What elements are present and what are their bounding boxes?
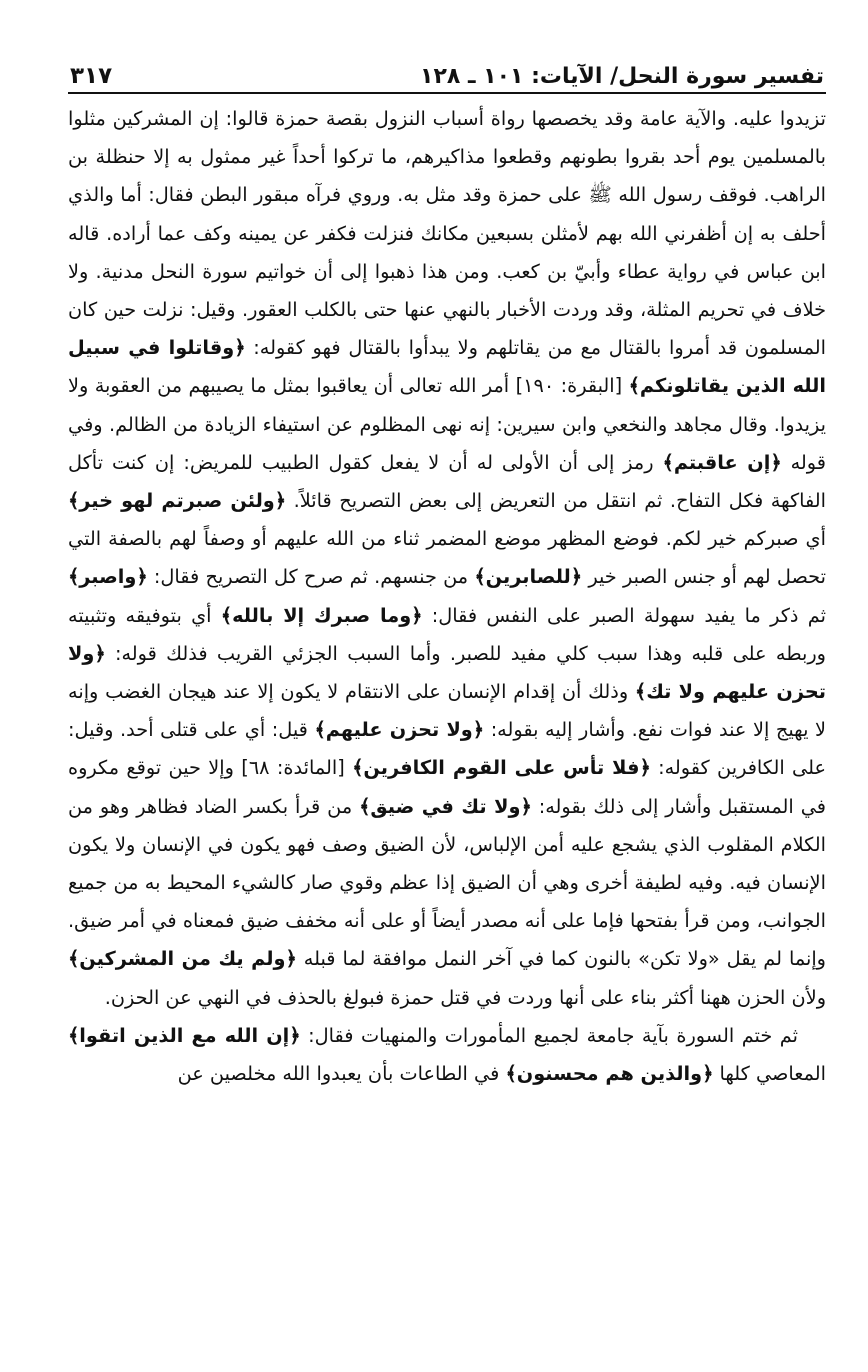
text-run: ثم ختم السورة بآية جامعة لجميع المأمورات والمنهيات فقال:: [300, 1023, 798, 1047]
text-run: من جنسهم. ثم صرح كل التصريح فقال:: [147, 565, 475, 589]
text-run: رمز إلى أن الأولى له أن لا يفعل كقول الطبيب للمريض: إن كنت تأكل الفاكهة فكل التفاح. ثم انتقل من التعريض إلى بعض التصريح قائلاً.: [68, 450, 826, 513]
text-run: في الطاعات بأن يعبدوا الله مخلصين عن: [177, 1062, 506, 1086]
text-run: المعاصي كلها: [713, 1062, 826, 1086]
quran-quote: ﴿للصابرين﴾: [474, 565, 583, 589]
quran-quote: ﴿ولئن صبرتم لهو خير﴾: [68, 489, 287, 513]
quran-quote: ﴿ولا تحزن عليهم﴾: [314, 718, 485, 742]
text-run: أي صبركم خير لكم. فوضع المظهر موضع المضمر ثناء من الله عليهم أو وصفاً لهم بالصفة التي تحصل لهم أو جنس الصبر خير: [68, 527, 826, 589]
quran-quote: ﴿إن الله مع الذين اتقوا﴾: [68, 1023, 301, 1047]
quran-quote: ﴿ولا تك في ضيق﴾: [359, 794, 532, 818]
quran-quote: ﴿واصبر﴾: [68, 565, 148, 589]
text-run: ولأن الحزن ههنا أكثر بناء على أنها وردت في قتل حمزة فبولغ بالحذف في النهي عن الحزن.: [104, 985, 826, 1009]
quran-quote: ﴿فلا تأس على القوم الكافرين﴾: [352, 756, 651, 780]
paragraph: [68, 1017, 826, 1093]
quran-quote: ﴿وقاتلوا في سبيل الله الذين يقاتلونكم﴾: [68, 336, 827, 398]
text-run: أي بتوفيقه وتثبيته وربطه على قلبه وهذا سبب كلي مفيد للصبر. وأما السبب الجزئي القريب فذلك قوله:: [68, 603, 826, 665]
paragraph: [68, 100, 826, 1017]
text-run: وذلك أن إقدام الإنسان على الانتقام لا يكون إلا عند هيجان الغضب وإنه لا يهيج إلا عند فوات نفع. وأشار إليه بقوله:: [68, 680, 827, 742]
text-run: تزيدوا عليه. والآية عامة وقد يخصصها رواة أسباب النزول بقصة حمزة قالوا: إن المشركين مثلوا بالمسلمين يوم أحد بقروا بطونهم وقطعوا مذاكيرهم، ما تركوا أحداً غير ممثول به إلا حنظلة بن الراهب. فوقف رسول الله ﷺ على حمزة وقد مثل به. وروي فرآه مبقور البطن فقال: أما والذي أحلف به إن أظفرني الله بهم لأمثلن بسبعين مكانك فنزلت فكفر عن يمينه وكف عما أراده. قاله ابن عباس في رواية عطاء وأبيّ بن كعب. ومن هذا ذهبوا إلى أن خواتيم سورة النحل مدنية. ولا خلاف في تحريم المثلة، وقد وردت الأخبار بالنهي عنها حتى بالكلب العقور. وقيل: نزلت حين كان المسلمون قد أمروا بالقتال مع من يقاتلهم ولا يبدأوا بالقتال فهو كقوله:: [68, 107, 826, 360]
text-run: [المائدة: ٦٨] وإلا حين توقع مكروه في المستقبل وأشار إلى ذلك بقوله:: [68, 756, 826, 818]
quran-quote: ﴿ولا تحزن عليهم ولا تك﴾: [68, 641, 826, 704]
quran-quote: ﴿والذين هم محسنون﴾: [505, 1062, 714, 1086]
page-number: ٣١٧: [70, 63, 113, 89]
quran-quote: ﴿إن عاقبتم﴾: [662, 450, 782, 474]
text-run: ثم ذكر ما يفيد سهولة الصبر على النفس فقال:: [422, 603, 826, 627]
page-header: [68, 52, 826, 94]
book-page: [68, 52, 826, 1093]
quran-quote: ﴿ولم يك من المشركين﴾: [68, 947, 297, 971]
text-run: [البقرة: ١٩٠] أمر الله تعالى أن يعاقبوا بمثل ما يصيبهم من العقوبة ولا يزيدوا. وقال مجاهد والنخعي وابن سيرين: إنه نهى المظلوم عن استيفاء الزيادة من الظالم. وفي قوله: [68, 374, 826, 474]
text-run: قيل: أي على قتلى أحد. وقيل: على الكافرين كقوله:: [68, 718, 826, 780]
quran-quote: ﴿وما صبرك إلا بالله﴾: [220, 603, 423, 627]
text-run: من قرأ بكسر الضاد فظاهر وهو من الكلام المقلوب الذي يشجع عليه أمن الإلباس، لأن الضيق وصف فهو يكون في الإنسان ولا يكون الإنسان فيه. وفيه لطيفة أخرى وهي أن الضيق إذا عظم وقوي صار كالشيء المحيط به من جميع الجوانب، ومن قرأ بفتحها فإما على أنه مصدر أيضاً أو على أنه مخفف ضيق فمعناه في أمر ضيق. وإنما لم يقل «ولا تكن» بالنون كما في آخر النمل موافقة لما قبله: [68, 794, 826, 971]
body-text: [68, 100, 826, 1093]
running-title: تفسير سورة النحل/ الآيات: ١٠١ ـ ١٢٨: [420, 64, 824, 89]
